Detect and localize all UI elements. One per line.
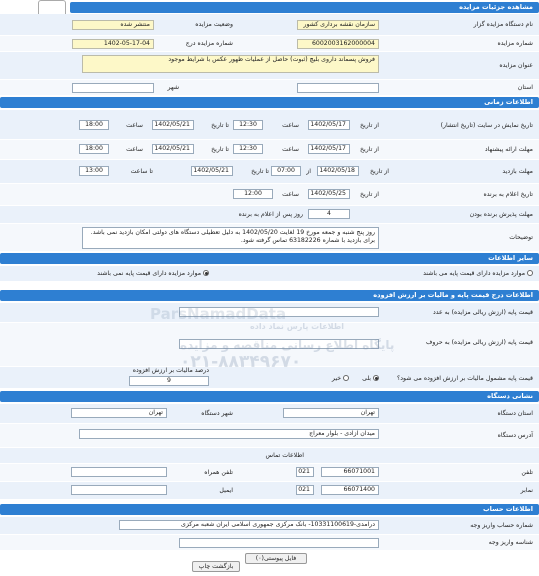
base-no-option[interactable]	[97, 270, 209, 277]
offer-to-time: 18:00	[79, 144, 109, 154]
status-label: وضعیت مزایده	[195, 21, 233, 28]
section-header-other: سایر اطلاعات	[0, 253, 539, 264]
publish-from-date: 1402/05/17	[308, 120, 350, 130]
publish-to-time-label: ساعت	[126, 122, 143, 129]
addr-province-field: تهران	[283, 408, 379, 418]
offer-from-time: 12:30	[233, 144, 263, 154]
fax-code-field: 021	[296, 485, 314, 495]
vat-no-radio[interactable]	[343, 375, 349, 381]
section-header-price: اطلاعات درج قیمت پایه و مالیات بر ارزش افزوده	[0, 290, 539, 301]
announce-from-date: 1402/05/25	[308, 189, 350, 199]
row-fax	[0, 482, 539, 500]
title-label: عنوان مزایده	[499, 62, 533, 69]
section-header-timing: اطلاعات زمانی	[0, 97, 539, 108]
contact-header: اطلاعات تماس	[265, 452, 304, 459]
number-field: 6002003162000004	[297, 39, 379, 49]
base-yes-radio[interactable]	[527, 270, 533, 276]
addr-line-field: میدان آزادی - بلوار معراج	[79, 429, 379, 439]
row-contact-header	[0, 448, 539, 464]
announce-time: 12:00	[233, 189, 273, 199]
publish-to-time: 18:00	[79, 120, 109, 130]
row-address-line	[0, 424, 539, 448]
deposit-id-field	[179, 538, 379, 548]
vat-yes-radio[interactable]	[373, 375, 379, 381]
watermark-line1: اطلاعات پارس نماد داده	[250, 322, 345, 331]
base-text-label: قیمت پایه (ارزش ریالی مزایده) به حروف	[426, 339, 533, 346]
base-yes-text: موارد مزایده دارای قیمت پایه می باشند	[423, 270, 526, 277]
vat-question: قیمت پایه مشمول مالیات بر ارزش افزوده می شود؟	[397, 375, 533, 382]
base-num-label: قیمت پایه (ارزش ریالی مزایده) به عدد	[432, 309, 533, 316]
publish-to-date: 1402/05/21	[152, 120, 194, 130]
row-address-province	[0, 404, 539, 424]
mobile-field	[71, 467, 167, 477]
visit-label: مهلت بازدید	[502, 168, 533, 175]
row-offer	[0, 140, 539, 160]
row-deposit-id	[0, 535, 539, 551]
fax-label: نمابر	[520, 487, 533, 494]
visit-to-time: 13:00	[79, 166, 109, 176]
announce-time-label: ساعت	[282, 191, 299, 198]
back-print-button[interactable]: بازگشت چاپ	[192, 561, 240, 572]
row-accept	[0, 206, 539, 224]
row-org	[0, 14, 539, 36]
number-label: شماره مزایده	[497, 40, 533, 47]
fax-field: 66071400	[321, 485, 379, 495]
publish-from-label: از تاریخ	[360, 122, 379, 129]
vat-no-text: خیر	[331, 375, 342, 382]
offer-label: مهلت ارائه پیشنهاد	[484, 146, 533, 153]
row-base-price-option	[0, 266, 539, 282]
offer-from-date: 1402/05/17	[308, 144, 350, 154]
email-label: ایمیل	[219, 487, 233, 494]
visit-from-label: از تاریخ	[370, 168, 389, 175]
publish-to-label: تا تاریخ	[211, 122, 229, 129]
accept-field: 4	[308, 209, 350, 219]
section-header-address: نشانی دستگاه	[0, 391, 539, 402]
announce-label: تاریخ اعلام به برنده	[483, 191, 533, 198]
section-header-details: مشاهده جزئیات مزایده	[70, 2, 539, 13]
section-header-account: اطلاعات حساب	[0, 504, 539, 515]
visit-from-time-label: از	[306, 168, 311, 175]
addr-line-label: آدرس دستگاه	[497, 432, 533, 439]
offer-to-label: تا تاریخ	[211, 146, 229, 153]
reg-label: شماره مزایده درج	[185, 40, 233, 47]
base-yes-option[interactable]	[423, 270, 533, 277]
watermark-line2: پایگاه اطلاع رسانی مناقصه و مزایده	[180, 338, 395, 352]
mobile-label: تلفن همراه	[204, 469, 233, 476]
desc-label: توضیحات	[509, 234, 533, 241]
row-publish	[0, 110, 539, 140]
vat-no-option[interactable]	[332, 375, 349, 382]
phone-code-field: 021	[296, 467, 314, 477]
deposit-id-label: شناسه واریز وجه	[488, 539, 533, 546]
publish-from-time: 12:30	[233, 120, 263, 130]
row-announce	[0, 184, 539, 206]
desc-field: روز پنج شنبه و جمعه مورخ 19 لغایت 1402/05/20 به دلیل تعطیلی دستگاه های دولتی امکان بازدید نمی باشد. برای بازدید با شماره 63182226 تماس گرفته شود.	[82, 227, 379, 249]
row-visit	[0, 160, 539, 184]
row-title	[0, 52, 539, 80]
base-no-text: موارد مزایده دارای قیمت پایه نمی باشند	[97, 270, 202, 277]
org-label: نام دستگاه مزایده گزار	[473, 21, 533, 28]
addr-city-label: شهر دستگاه	[201, 410, 233, 417]
watermark-brand: ParsNamadData	[150, 305, 287, 323]
province-label: استان	[517, 84, 533, 91]
watermark-phone: ۰۲۱-۸۸۳۴۹۶۷۰	[180, 352, 302, 372]
province-field	[297, 83, 379, 93]
phone-field: 66071001	[321, 467, 379, 477]
offer-from-time-label: ساعت	[282, 146, 299, 153]
accept-suffix: روز پس از اعلام به برنده	[238, 211, 303, 218]
email-field	[71, 485, 167, 495]
phone-label: تلفن	[521, 469, 533, 476]
row-description	[0, 224, 539, 252]
row-location	[0, 80, 539, 96]
addr-city-field: تهران	[71, 408, 167, 418]
offer-to-date: 1402/05/21	[152, 144, 194, 154]
row-number	[0, 36, 539, 52]
vat-percent-label: درصد مالیات بر ارزش افزوده	[132, 367, 209, 374]
vat-yes-text: بلی	[362, 375, 372, 382]
visit-from-date: 1402/05/18	[317, 166, 359, 176]
visit-to-label: تا تاریخ	[251, 168, 269, 175]
visit-to-time-label: تا ساعت	[130, 168, 153, 175]
city-field	[72, 83, 154, 93]
status-field: منتشر شده	[72, 20, 154, 30]
row-phone	[0, 464, 539, 482]
deposit-field: درآمدی-10331100619- بانک مرکزی جمهوری اسلامی ایران شعبه مرکزی	[119, 520, 379, 530]
publish-label: تاریخ نمایش در سایت (تاریخ انتشار)	[440, 122, 533, 129]
base-no-radio[interactable]	[203, 270, 209, 276]
vat-yes-option[interactable]	[362, 375, 379, 382]
publish-from-time-label: ساعت	[282, 122, 299, 129]
city-label: شهر	[167, 84, 179, 91]
visit-from-time: 07:00	[271, 166, 301, 176]
accept-label: مهلت پذیرش برنده بودن	[469, 211, 533, 218]
org-field: سازمان نقشه برداری کشور	[297, 20, 379, 30]
row-deposit-account	[0, 517, 539, 535]
deposit-label: شماره حساب واریز وجه	[470, 522, 533, 529]
attachments-button[interactable]: فایل پیوستی(۰)	[245, 553, 307, 564]
offer-to-time-label: ساعت	[126, 146, 143, 153]
announce-from-label: از تاریخ	[360, 191, 379, 198]
visit-to-date: 1402/05/21	[191, 166, 233, 176]
reg-field: 1402-05-17-04	[72, 39, 154, 49]
offer-from-label: از تاریخ	[360, 146, 379, 153]
title-field: فروش پسماند داروی بلیچ (ثبوت) حاصل از عملیات ظهور عکس با شرایط موجود	[82, 55, 379, 73]
vat-percent-field: 9	[129, 376, 209, 386]
addr-province-label: استان دستگاه	[497, 410, 533, 417]
